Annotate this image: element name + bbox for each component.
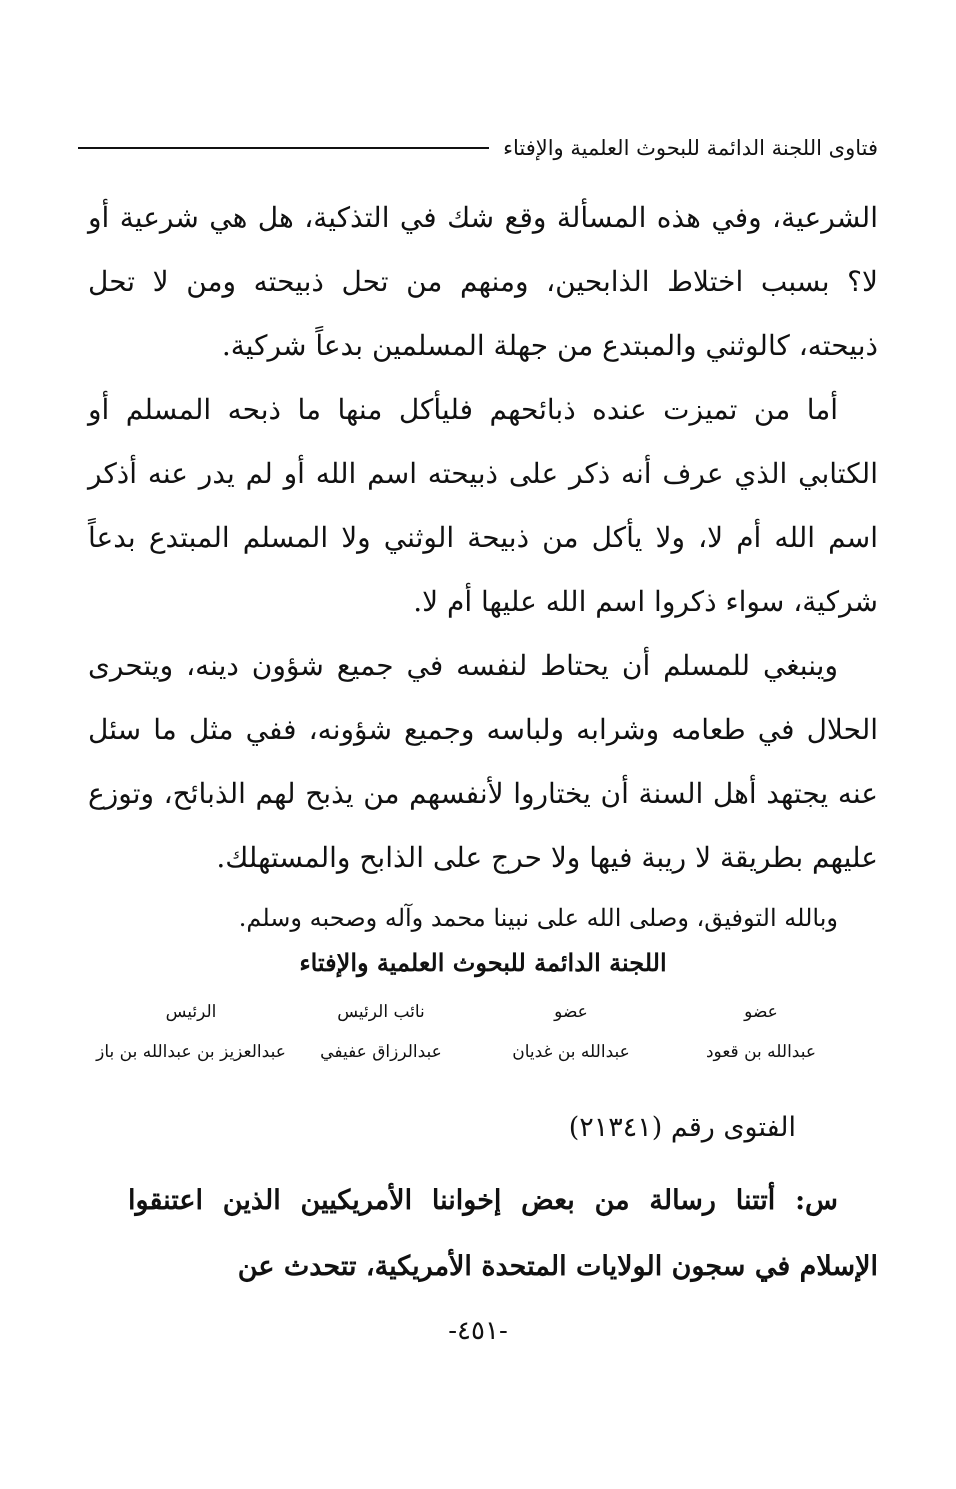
- header-rule: [78, 147, 489, 149]
- member-name-1: عبدالله بن قعود: [705, 1042, 816, 1062]
- question-paragraph: س: أتتنا رسالة من بعض إخواننا الأمريكيين الذين اعتنقوا الإسلام في سجون الولايات المتحدة الأمريكية، تتحدث عن: [128, 1185, 878, 1282]
- member-name-2: عبدالله بن غديان: [512, 1042, 630, 1062]
- paragraph-2: أما من تميزت عنده ذبائحهم فليأكل منها ما ذبحه المسلم أو الكتابي الذي عرف أنه ذكر على ذبيحته اسم الله أو لم يدر عنه أذكر اسم الله أم لا، ولا يأكل من ذبيحة الوثني ولا المسلم المبتدع بدعاً شركية، سواء ذكروا اسم الله عليها أم لا.: [88, 393, 878, 618]
- role-member-1: عضو: [744, 1002, 778, 1022]
- running-title: فتاوى اللجنة الدائمة للبحوث العلمية والإفتاء: [503, 136, 878, 160]
- signature-names: [96, 1042, 856, 1062]
- page-number: -٤٥١-: [448, 1316, 508, 1346]
- committee-name: اللجنة الدائمة للبحوث العلمية والإفتاء: [299, 948, 667, 977]
- paragraph-1: الشرعية، وفي هذه المسألة وقع شك في التذكية، هل هي شرعية أو لا؟ بسبب اختلاط الذابحين، ومنهم من تحل ذبيحته ومن لا تحل ذبيحته، كالوثني والمبتدع من جهلة المسلمين بدعاً شركية.: [88, 201, 878, 362]
- role-president: الرئيس: [165, 1002, 217, 1022]
- role-member-2: عضو: [554, 1002, 588, 1022]
- signature-roles: [96, 1002, 856, 1022]
- running-header: [78, 128, 878, 168]
- paragraph-3: وينبغي للمسلم أن يحتاط لنفسه في جميع شؤون دينه، ويتحرى الحلال في طعامه وشرابه ولباسه وجميع شؤونه، ففي مثل ما سئل عنه يجتهد أهل السنة أن يختاروا لأنفسهم من يذبح لهم الذبائح، وتوزع عليهم بطريقة لا ريبة فيها ولا حرج على الذابح والمستهلك.: [88, 649, 878, 874]
- role-vice-president: نائب الرئيس: [337, 1002, 425, 1022]
- closing-line: وبالله التوفيق، وصلى الله على نبينا محمد وآله وصحبه وسلم.: [238, 904, 838, 932]
- body-text: [88, 186, 878, 946]
- question-text: [128, 1168, 878, 1300]
- fatwa-number: الفتوى رقم (٢١٣٤١): [568, 1112, 796, 1143]
- member-name-3: عبدالرزاق عفيفي: [320, 1042, 442, 1062]
- member-name-4: عبدالعزيز بن عبدالله بن باز: [96, 1042, 286, 1062]
